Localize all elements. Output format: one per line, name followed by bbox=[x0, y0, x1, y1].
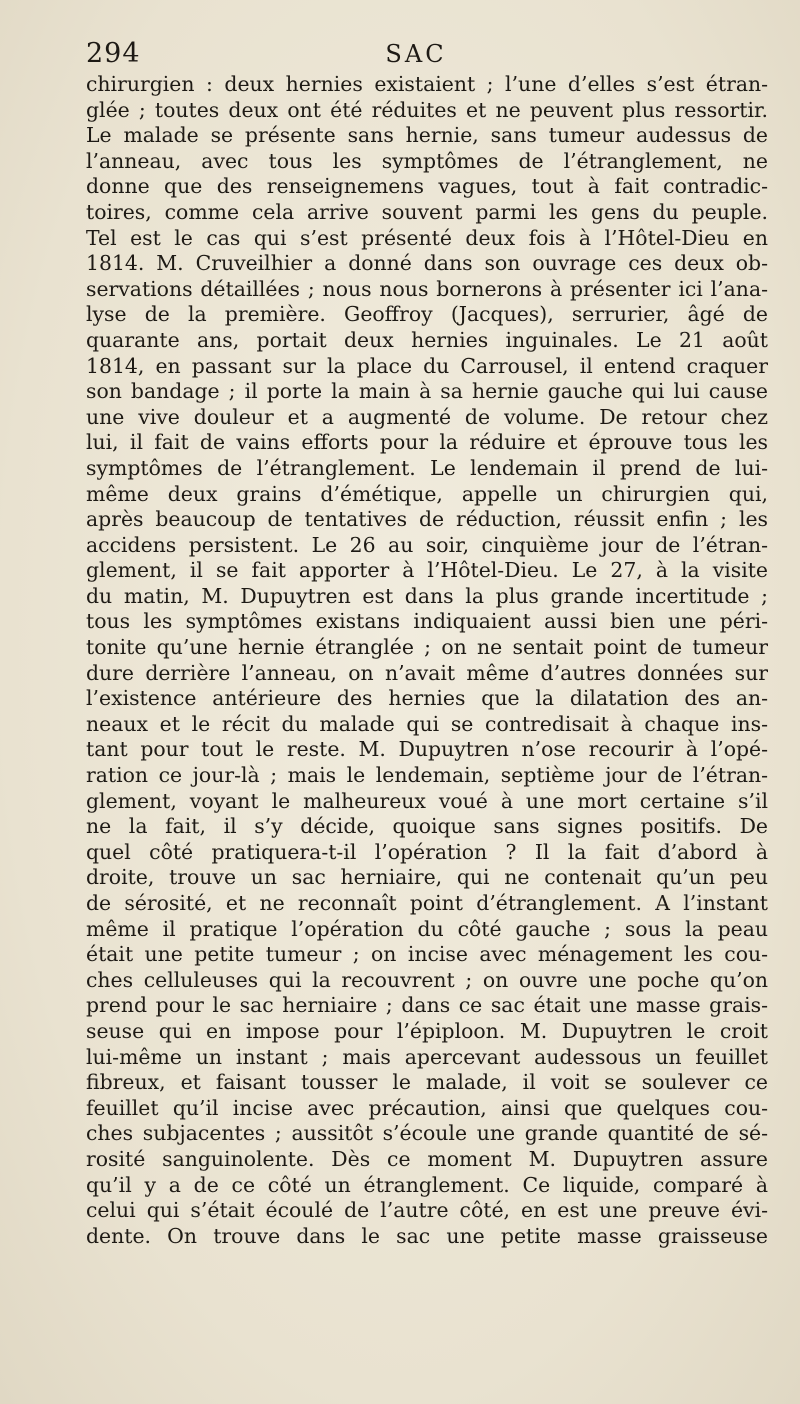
text-line: 1814. M. Cruveilhier a donné dans son ouvrage ces deux ob- bbox=[86, 251, 768, 276]
text-line: celui qui s’était écoulé de l’autre côté, en est une preuve évi- bbox=[86, 1198, 768, 1223]
text-line: ne la fait, il s’y décide, quoique sans signes positifs. De bbox=[86, 814, 768, 839]
text-line: qu’il y a de ce côté un étranglement. Ce liquide, comparé à bbox=[86, 1172, 768, 1197]
text-line: symptômes de l’étranglement. Le lendemain il prend de lui- bbox=[86, 455, 768, 480]
text-line: même deux grains d’émétique, appelle un chirurgien qui, bbox=[86, 481, 768, 506]
text-line: l’anneau, avec tous les symptômes de l’étranglement, ne bbox=[86, 148, 768, 173]
text-line: chirurgien : deux hernies existaient ; l’une d’elles s’est étran- bbox=[86, 72, 768, 96]
body-text bbox=[86, 72, 768, 1249]
text-line: quel côté pratiquera-t-il l’opération ? Il la fait d’abord à bbox=[86, 839, 768, 864]
text-line: 1814, en passant sur la place du Carrousel, il entend craquer bbox=[86, 353, 768, 378]
text-line: seuse qui en impose pour l’épiploon. M. Dupuytren le croit bbox=[86, 1018, 768, 1043]
text-line: de sérosité, et ne reconnaît point d’étranglement. A l’instant bbox=[86, 891, 768, 915]
text-line: ches subjacentes ; aussitôt s’écoule une grande quantité de sé- bbox=[86, 1121, 768, 1146]
text-line: était une petite tumeur ; on incise avec ménagement les cou- bbox=[86, 942, 768, 967]
text-line: lui-même un instant ; mais apercevant audessous un feuillet bbox=[86, 1044, 768, 1069]
text-line: lui, il fait de vains efforts pour la réduire et éprouve tous les bbox=[86, 430, 768, 455]
text-line: après beaucoup de tentatives de réduction, réussit enfin ; les bbox=[86, 507, 768, 532]
text-line: Tel est le cas qui s’est présenté deux fois à l’Hôtel-Dieu en bbox=[86, 225, 768, 250]
text-line: droite, trouve un sac herniaire, qui ne contenait qu’un peu bbox=[86, 865, 768, 890]
text-line: dure derrière l’anneau, on n’avait même d’autres données sur bbox=[86, 660, 768, 685]
text-line: glée ; toutes deux ont été réduites et ne peuvent plus ressortir. bbox=[86, 97, 768, 122]
text-line: accidens persistent. Le 26 au soir, cinquième jour de l’étran- bbox=[86, 532, 768, 557]
text-line: feuillet qu’il incise avec précaution, ainsi que quelques cou- bbox=[86, 1095, 768, 1120]
running-head: SAC bbox=[385, 40, 447, 68]
text-line: du matin, M. Dupuytren est dans la plus grande incertitude ; bbox=[86, 583, 768, 608]
text-line: quarante ans, portait deux hernies inguinales. Le 21 août bbox=[86, 327, 768, 352]
text-line: neaux et le récit du malade qui se contredisait à chaque ins- bbox=[86, 711, 768, 736]
page-number: 294 bbox=[86, 38, 141, 69]
text-line: donne que des renseignemens vagues, tout à fait contradic- bbox=[86, 174, 768, 199]
text-line: tous les symptômes existans indiquaient aussi bien une péri- bbox=[86, 609, 768, 634]
text-line: tonite qu’une hernie étranglée ; on ne sentait point de tumeur bbox=[86, 635, 768, 660]
text-line: même il pratique l’opération du côté gauche ; sous la peau bbox=[86, 916, 768, 941]
text-line: prend pour le sac herniaire ; dans ce sac était une masse grais- bbox=[86, 993, 768, 1018]
text-line: une vive douleur et a augmenté de volume. De retour chez bbox=[86, 404, 768, 429]
text-line: servations détaillées ; nous nous bornerons à présenter ici l’ana- bbox=[86, 276, 768, 301]
text-line: tant pour tout le reste. M. Dupuytren n’ose recourir à l’opé- bbox=[86, 737, 768, 762]
text-line: ration ce jour-là ; mais le lendemain, septième jour de l’étran- bbox=[86, 763, 768, 788]
text-line: ches celluleuses qui la recouvrent ; on ouvre une poche qu’on bbox=[86, 967, 768, 992]
text-line: fibreux, et faisant tousser le malade, il voit se soulever ce bbox=[86, 1070, 768, 1095]
text-line: lyse de la première. Geoffroy (Jacques), serrurier, âgé de bbox=[86, 302, 768, 327]
text-line: son bandage ; il porte la main à sa hernie gauche qui lui cause bbox=[86, 379, 768, 404]
text-line: glement, il se fait apporter à l’Hôtel-Dieu. Le 27, à la visite bbox=[86, 558, 768, 583]
text-line: rosité sanguinolente. Dès ce moment M. Dupuytren assure bbox=[86, 1146, 768, 1171]
text-line: toires, comme cela arrive souvent parmi les gens du peuple. bbox=[86, 199, 768, 224]
text-line: Le malade se présente sans hernie, sans tumeur audessus de bbox=[86, 123, 768, 148]
text-line: l’existence antérieure des hernies que la dilatation des an- bbox=[86, 686, 768, 711]
text-line: glement, voyant le malheureux voué à une mort certaine s’il bbox=[86, 788, 768, 813]
text-line: dente. On trouve dans le sac une petite masse graisseuse bbox=[86, 1223, 768, 1248]
